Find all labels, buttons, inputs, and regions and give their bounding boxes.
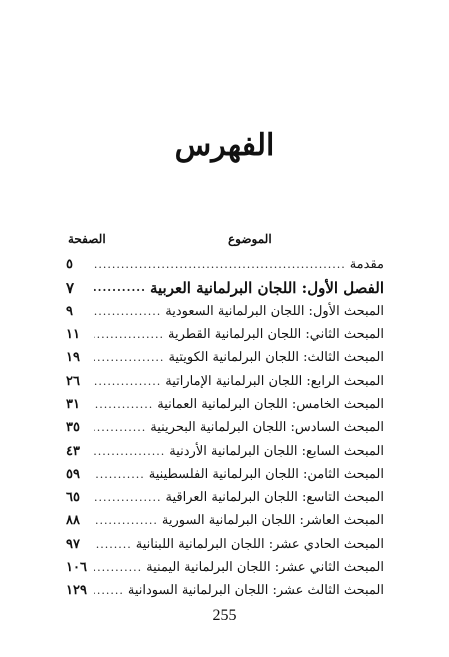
page-title: الفهرس [174, 128, 275, 163]
dot-leader [94, 328, 164, 341]
page-column-header: الصفحة [68, 232, 106, 246]
topic-column-header: الموضوع [228, 232, 272, 246]
toc-entry-page: ٩ [66, 303, 73, 319]
dot-leader [94, 398, 153, 411]
toc-entry-page: ١١ [66, 327, 80, 343]
toc-entry-title: المبحث الأول: اللجان البرلمانية السعودية [165, 303, 384, 319]
toc-entry-title: المبحث السابع: اللجان البرلمانية الأردنية [169, 443, 384, 459]
dot-leader [94, 584, 124, 597]
toc-entry-page: ١٩ [66, 350, 80, 366]
toc-entry-page: ١٠٦ [66, 560, 87, 575]
toc-entry-section-3 [66, 346, 384, 369]
toc-entry-page: ٣٥ [66, 420, 80, 436]
toc-entry-title: الفصل الأول: اللجان البرلمانية العربية [149, 278, 384, 297]
toc-entry-section-6 [66, 416, 384, 439]
toc-entry-title: المبحث العاشر: اللجان البرلمانية السورية [161, 513, 384, 529]
toc-entry-section-2 [66, 323, 384, 346]
toc-entry-title: المبحث الثالث عشر: اللجان البرلمانية السودانية [127, 583, 384, 599]
dot-leader [94, 258, 346, 271]
toc-entry-section-8 [66, 463, 384, 486]
toc-entry-title: المبحث الثاني عشر: اللجان البرلمانية اليمنية [146, 560, 384, 575]
dot-leader [94, 421, 146, 434]
dot-leader [94, 375, 161, 388]
toc-entry-title: مقدمة [349, 257, 384, 273]
toc-entry-section-12 [66, 556, 384, 579]
toc-entry-title: المبحث السادس: اللجان البرلمانية البحرينية [150, 420, 384, 436]
toc-entry-title: المبحث الثالث: اللجان البرلمانية الكويتية [168, 350, 384, 366]
toc-entry-chapter-1 [66, 276, 384, 299]
toc-entry-page: ٤٣ [66, 443, 80, 459]
toc-entry-page: ٣١ [66, 396, 80, 412]
dot-leader [94, 351, 164, 364]
toc-entry-section-13 [66, 579, 384, 602]
toc-entry-page: ٩٧ [66, 536, 80, 552]
dot-leader [94, 281, 146, 294]
toc-entry-page: ٧ [66, 278, 75, 297]
dot-leader [94, 561, 142, 574]
dot-leader [94, 305, 161, 318]
toc-entry-page: ٥٩ [66, 466, 80, 482]
toc-entry-page: ٥ [66, 257, 73, 273]
table-of-contents [66, 253, 384, 602]
toc-entry-section-11 [66, 533, 384, 556]
dot-leader [94, 468, 145, 481]
toc-entry-title: المبحث التاسع: اللجان البرلمانية العراقية [165, 490, 384, 506]
toc-entry-section-5 [66, 393, 384, 416]
toc-entry-title: المبحث الخامس: اللجان البرلمانية العمانية [157, 396, 384, 412]
toc-entry-page: ١٢٩ [66, 583, 87, 599]
toc-entry-section-7 [66, 439, 384, 462]
page-number: 255 [212, 607, 237, 624]
toc-entry-page: ٢٦ [66, 373, 80, 389]
dot-leader [94, 538, 132, 551]
dot-leader [94, 491, 162, 504]
toc-entry-section-4 [66, 369, 384, 392]
dot-leader [94, 514, 158, 527]
toc-entry-section-1 [66, 300, 384, 323]
toc-entry-title: المبحث الثامن: اللجان البرلمانية الفلسطينية [148, 466, 384, 482]
dot-leader [94, 445, 165, 458]
toc-entry-title: المبحث الرابع: اللجان البرلمانية الإماراتية [165, 373, 384, 389]
toc-entry-page: ٦٥ [66, 490, 80, 506]
toc-entry-section-10 [66, 509, 384, 532]
toc-entry-title: المبحث الثاني: اللجان البرلمانية القطرية [168, 327, 384, 343]
toc-entry-introduction [66, 253, 384, 276]
toc-entry-page: ٨٨ [66, 513, 80, 529]
toc-entry-title: المبحث الحادي عشر: اللجان البرلمانية اللبنانية [135, 536, 384, 552]
toc-entry-section-9 [66, 486, 384, 509]
